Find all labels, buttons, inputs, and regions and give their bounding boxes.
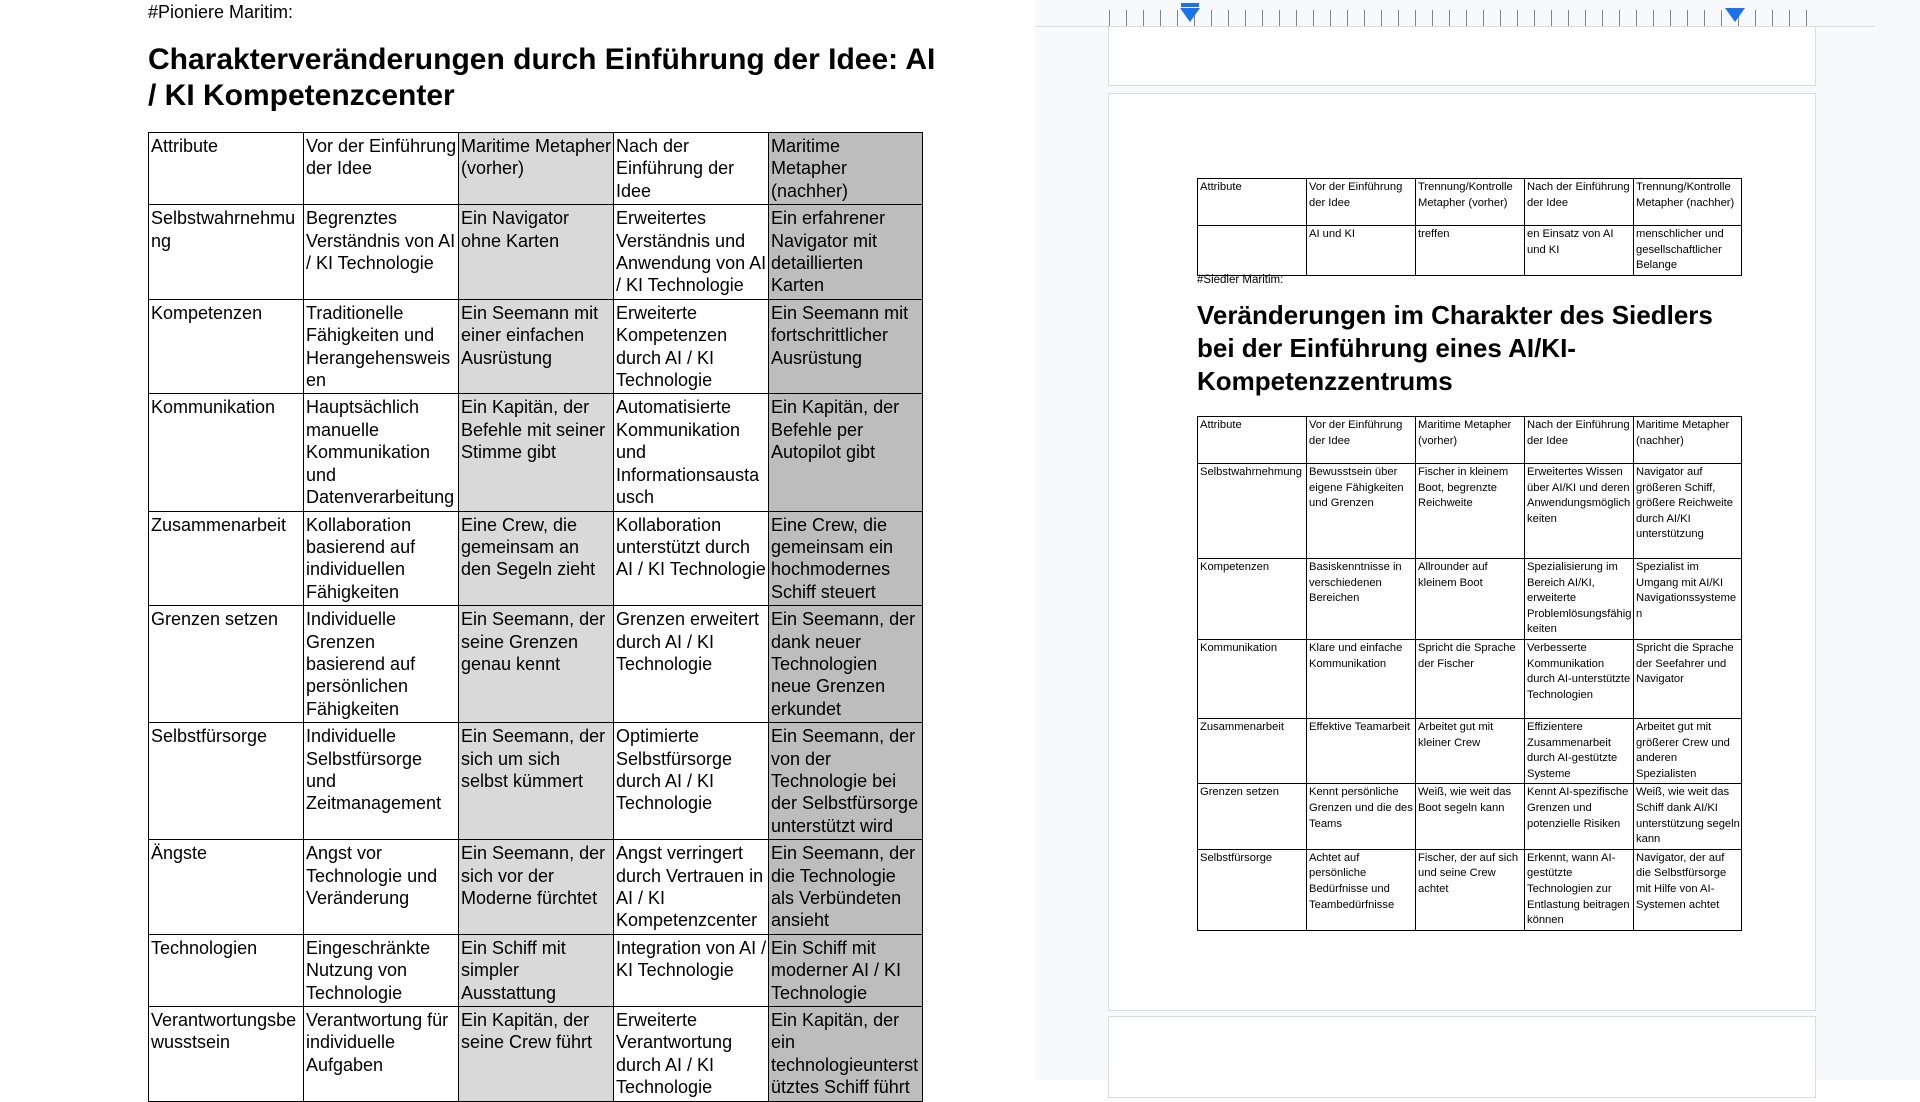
table-cell[interactable]: Ein Seemann, der seine Grenzen genau kennt — [459, 606, 614, 723]
section-title: Veränderungen im Charakter des Siedlers bei der Einführung eines AI/KI-Kompetenzzentrums — [1197, 300, 1713, 396]
table-row — [149, 1007, 923, 1102]
table-cell[interactable]: Kompetenzen — [1198, 559, 1307, 640]
table-cell[interactable]: Effizientere Zusammenarbeit durch AI-gestützte Systeme — [1525, 718, 1634, 783]
next-page-top — [1108, 1016, 1816, 1098]
table-cell[interactable]: Navigator auf größeren Schiff, größere Reichweite durch AI/KI unterstützung — [1634, 464, 1742, 559]
table-cell[interactable]: Ein Seemann, der sich vor der Moderne fürchtet — [459, 840, 614, 935]
table-row — [149, 840, 923, 935]
table-cell[interactable]: treffen — [1416, 226, 1525, 276]
table-row — [1198, 849, 1742, 930]
header-cell[interactable]: Vor der Einführung der Idee — [1307, 417, 1416, 464]
table-cell[interactable]: Integration von AI / KI Technologie — [614, 934, 769, 1006]
table-cell[interactable]: Ein Kapitän, der Befehle per Autopilot gibt — [769, 394, 923, 511]
left-indent-marker[interactable] — [1180, 8, 1200, 22]
table-cell[interactable]: Verantwortungsbewusstsein — [149, 1007, 304, 1102]
table-cell[interactable]: Spezialisierung im Bereich AI/KI, erweiterte Problemlösungsfähigkeiten — [1525, 559, 1634, 640]
table-cell[interactable]: Weiß, wie weit das Schiff dank AI/KI unterstützung segeln kann — [1634, 784, 1742, 849]
page-title: Charakterveränderungen durch Einführung der Idee: AI / KI Kompetenzcenter — [148, 43, 936, 112]
table-cell[interactable]: Selbstfürsorge — [149, 723, 304, 840]
table-cell[interactable]: Ein Navigator ohne Karten — [459, 205, 614, 300]
table-cell[interactable]: AI und KI — [1307, 226, 1416, 276]
header-cell[interactable]: Nach der Einführung der Idee — [1525, 179, 1634, 226]
table-cell[interactable]: Kommunikation — [1198, 639, 1307, 718]
right-indent-marker[interactable] — [1725, 8, 1745, 22]
header-cell[interactable]: Nach der Einführung der Idee — [614, 133, 769, 205]
table-cell[interactable]: Technologien — [149, 934, 304, 1006]
table-row — [149, 511, 923, 606]
table-cell[interactable]: Eingeschränkte Nutzung von Technologie — [304, 934, 459, 1006]
table-cell[interactable]: Grenzen setzen — [1198, 784, 1307, 849]
table-header-row — [1198, 179, 1742, 226]
table-cell[interactable]: Ein Kapitän, der seine Crew führt — [459, 1007, 614, 1102]
table-cell[interactable]: Weiß, wie weit das Boot segeln kann — [1416, 784, 1525, 849]
table-header-row — [149, 133, 923, 205]
table-cell[interactable]: Ein Seemann mit einer einfachen Ausrüstung — [459, 299, 614, 394]
header-cell[interactable]: Attribute — [1198, 417, 1307, 464]
table-cell[interactable]: Eine Crew, die gemeinsam ein hochmodernes Schiff steuert — [769, 511, 923, 606]
table-cell[interactable]: Allrounder auf kleinem Boot — [1416, 559, 1525, 640]
table-cell[interactable]: Kollaboration basierend auf individuellen Fähigkeiten — [304, 511, 459, 606]
header-cell[interactable]: Maritime Metapher (nachher) — [769, 133, 923, 205]
table-cell[interactable]: Automatisierte Kommunikation und Informationsaustausch — [614, 394, 769, 511]
table-cell[interactable]: Kennt persönliche Grenzen und die des Teams — [1307, 784, 1416, 849]
table-row — [1198, 718, 1742, 783]
table-cell[interactable]: Verbesserte Kommunikation durch AI-unterstützte Technologien — [1525, 639, 1634, 718]
table-cell[interactable]: Ein Seemann, der sich um sich selbst kümmert — [459, 723, 614, 840]
table-cell[interactable]: Ein erfahrener Navigator mit detaillierten Karten — [769, 205, 923, 300]
horizontal-ruler[interactable] — [1035, 0, 1875, 27]
table-row — [149, 299, 923, 394]
table-cell[interactable]: Kennt AI-spezifische Grenzen und potenzielle Risiken — [1525, 784, 1634, 849]
table-cell[interactable]: Begrenztes Verständnis von AI / KI Technologie — [304, 205, 459, 300]
siedler-character-table — [1197, 416, 1742, 931]
table-cell[interactable]: Zusammenarbeit — [149, 511, 304, 606]
table-cell[interactable]: Angst verringert durch Vertrauen in AI / KI Kompetenzcenter — [614, 840, 769, 935]
table-header-row — [1198, 417, 1742, 464]
table-cell[interactable]: Selbstwahrnehmung — [149, 205, 304, 300]
table-cell[interactable]: Effektive Teamarbeit — [1307, 718, 1416, 783]
header-cell[interactable]: Maritime Metapher (nachher) — [1634, 417, 1742, 464]
table-cell[interactable]: Ängste — [149, 840, 304, 935]
table-cell[interactable]: Traditionelle Fähigkeiten und Herangehensweisen — [304, 299, 459, 394]
table-cell[interactable]: Zusammenarbeit — [1198, 718, 1307, 783]
header-cell[interactable]: Attribute — [149, 133, 304, 205]
table-cell[interactable]: Individuelle Grenzen basierend auf persönlichen Fähigkeiten — [304, 606, 459, 723]
table-cell[interactable]: Spricht die Sprache der Seefahrer und Navigator — [1634, 639, 1742, 718]
document-preview-pane[interactable] — [1035, 0, 1920, 1080]
table-cell[interactable]: Erweitertes Wissen über AI/KI und deren Anwendungsmöglichkeiten — [1525, 464, 1634, 559]
table-cell[interactable]: Erweitertes Verständnis und Anwendung von AI / KI Technologie — [614, 205, 769, 300]
table-row — [149, 394, 923, 511]
table-row — [149, 205, 923, 300]
header-cell[interactable]: Trennung/Kontrolle Metapher (nachher) — [1634, 179, 1742, 226]
table-cell[interactable]: Kommunikation — [149, 394, 304, 511]
table-row — [1198, 784, 1742, 849]
character-change-table — [148, 132, 923, 1102]
table-cell[interactable]: Erweiterte Verantwortung durch AI / KI Technologie — [614, 1007, 769, 1102]
table-cell[interactable]: Angst vor Technologie und Veränderung — [304, 840, 459, 935]
ruler-ticks — [1109, 10, 1819, 26]
table-cell[interactable]: Grenzen setzen — [149, 606, 304, 723]
table-cell[interactable]: Verantwortung für individuelle Aufgaben — [304, 1007, 459, 1102]
table-cell[interactable]: Basiskenntnisse in verschiedenen Bereichen — [1307, 559, 1416, 640]
header-cell[interactable]: Vor der Einführung der Idee — [1307, 179, 1416, 226]
header-cell[interactable]: Nach der Einführung der Idee — [1525, 417, 1634, 464]
section-tag: #Pioniere Maritim: — [148, 2, 294, 22]
table-cell[interactable]: Fischer in kleinem Boot, begrenzte Reichweite — [1416, 464, 1525, 559]
table-cell[interactable]: Ein Seemann, der von der Technologie bei der Selbstfürsorge unterstützt wird — [769, 723, 923, 840]
header-cell[interactable]: Maritime Metapher (vorher) — [459, 133, 614, 205]
table-cell[interactable]: Bewusstsein über eigene Fähigkeiten und Grenzen — [1307, 464, 1416, 559]
table-cell[interactable]: Klare und einfache Kommunikation — [1307, 639, 1416, 718]
section-tag: #Siedler Maritim: — [1197, 274, 1284, 286]
table-cell[interactable]: Kollaboration unterstützt durch AI / KI Technologie — [614, 511, 769, 606]
table-cell[interactable]: Ein Schiff mit moderner AI / KI Technologie — [769, 934, 923, 1006]
table-cell[interactable]: Spricht die Sprache der Fischer — [1416, 639, 1525, 718]
table-cell[interactable]: Ein Schiff mit simpler Ausstattung — [459, 934, 614, 1006]
table-cell[interactable]: Navigator, der auf die Selbstfürsorge mit Hilfe von AI-Systemen achtet — [1634, 849, 1742, 930]
table-cell[interactable]: en Einsatz von AI und KI — [1525, 226, 1634, 276]
table-cell[interactable]: Ein Kapitän, der Befehle mit seiner Stimme gibt — [459, 394, 614, 511]
table-row — [149, 606, 923, 723]
table-cell[interactable]: Selbstfürsorge — [1198, 849, 1307, 930]
table-cell[interactable]: Kompetenzen — [149, 299, 304, 394]
table-cell[interactable]: Hauptsächlich manuelle Kommunikation und Datenverarbeitung — [304, 394, 459, 511]
table-cell[interactable]: Eine Crew, die gemeinsam an den Segeln zieht — [459, 511, 614, 606]
table-cell[interactable]: Erweiterte Kompetenzen durch AI / KI Technologie — [614, 299, 769, 394]
table-row — [1198, 639, 1742, 718]
table-row — [149, 723, 923, 840]
table-row — [149, 934, 923, 1006]
table-cell[interactable]: Achtet auf persönliche Bedürfnisse und Teambedürfnisse — [1307, 849, 1416, 930]
table-row — [1198, 226, 1742, 276]
table-cell[interactable]: Arbeitet gut mit kleiner Crew — [1416, 718, 1525, 783]
table-cell[interactable]: Selbstwahrnehmung — [1198, 464, 1307, 559]
preview-page — [1108, 93, 1816, 1011]
header-cell[interactable]: Vor der Einführung der Idee — [304, 133, 459, 205]
header-cell[interactable]: Attribute — [1198, 179, 1307, 226]
table-cell[interactable]: Ein Seemann, der dank neuer Technologien neue Grenzen erkundet — [769, 606, 923, 723]
table-row — [1198, 559, 1742, 640]
table-cell[interactable]: Spezialist im Umgang mit AI/KI Navigationssystemen — [1634, 559, 1742, 640]
table-cell[interactable]: Ein Seemann, der die Technologie als Verbündeten ansieht — [769, 840, 923, 935]
table-cell[interactable]: Fischer, der auf sich und seine Crew achtet — [1416, 849, 1525, 930]
trennung-kontrolle-table — [1197, 178, 1742, 276]
table-cell[interactable]: menschlicher und gesellschaftlicher Belange — [1634, 226, 1742, 276]
table-cell[interactable]: Ein Kapitän, der ein technologieunterstütztes Schiff führt — [769, 1007, 923, 1102]
header-cell[interactable]: Maritime Metapher (vorher) — [1416, 417, 1525, 464]
first-line-indent-handle[interactable] — [1181, 3, 1199, 7]
table-cell[interactable]: Grenzen erweitert durch AI / KI Technologie — [614, 606, 769, 723]
table-cell[interactable]: Erkennt, wann AI-gestützte Technologien zur Entlastung beitragen können — [1525, 849, 1634, 930]
table-cell[interactable]: Arbeitet gut mit größerer Crew und anderen Spezialisten — [1634, 718, 1742, 783]
table-cell[interactable]: Optimierte Selbstfürsorge durch AI / KI Technologie — [614, 723, 769, 840]
table-cell[interactable]: Ein Seemann mit fortschrittlicher Ausrüstung — [769, 299, 923, 394]
table-cell[interactable]: Individuelle Selbstfürsorge und Zeitmanagement — [304, 723, 459, 840]
table-cell[interactable] — [1198, 226, 1307, 276]
header-cell[interactable]: Trennung/Kontrolle Metapher (vorher) — [1416, 179, 1525, 226]
previous-page-bottom — [1108, 27, 1816, 86]
table-row — [1198, 464, 1742, 559]
